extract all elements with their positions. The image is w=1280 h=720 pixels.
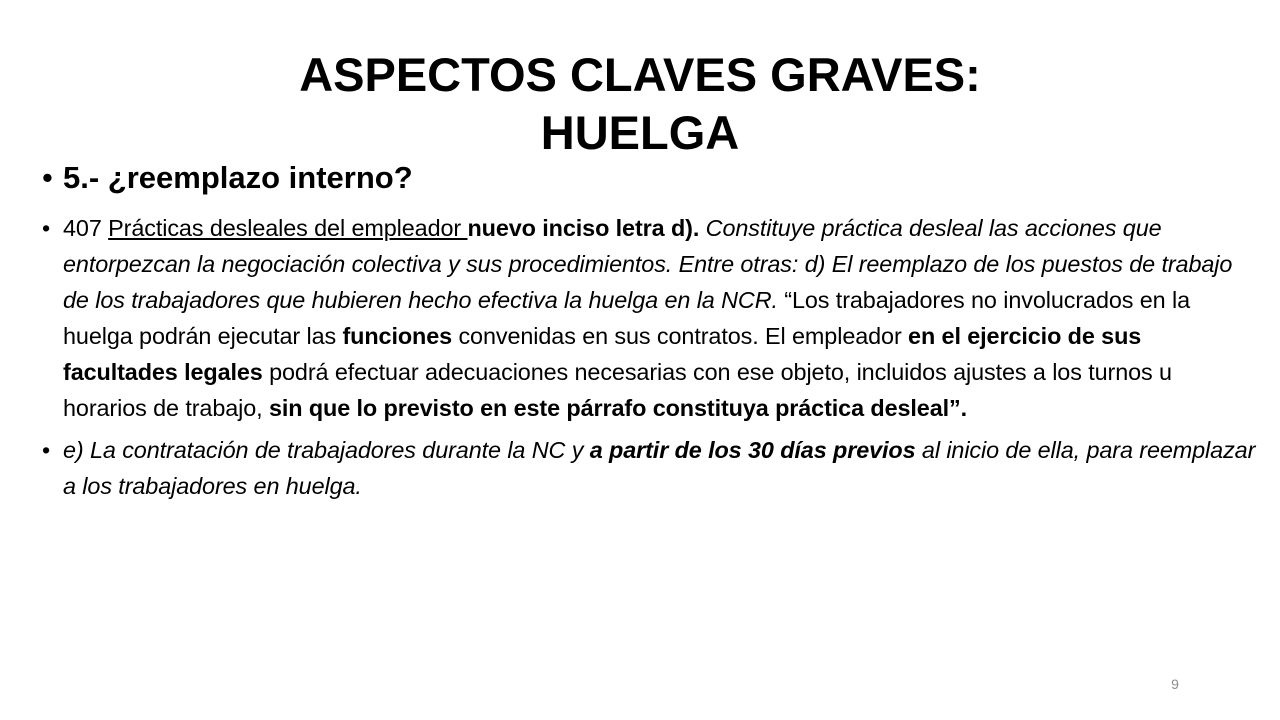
bullet-heading: [42, 156, 1257, 200]
slide-title: [0, 46, 1280, 162]
quote-text-2: convenidas en sus contratos. El empleador: [452, 323, 909, 349]
quote-text-3: podrá efectuar adecuaciones necesarias con ese objeto, incluidos ajustes a los turnos u horarios de trabajo,: [63, 359, 1172, 421]
bullet-list: [42, 156, 1257, 504]
page-number: 9: [1171, 676, 1179, 692]
clause-e-text-1: e) La contratación de trabajadores durante la NC y: [63, 437, 590, 463]
article-number: 407: [63, 215, 109, 241]
article-italic-text: Constituye práctica desleal las acciones que entorpezcan la negociación colectiva y sus procedimientos. Entre otras: d) El reemplazo de los puestos de trabajo de los trabajadores que hubieren hecho efectiva la huelga en la NCR.: [63, 215, 1233, 313]
clause-e-bold-text: a partir de los 30 días previos: [589, 437, 916, 463]
bullet-article-407: [42, 210, 1257, 426]
clause-e-text-2: al inicio de ella, para reemplazar a los trabajadores en huelga.: [63, 437, 1256, 499]
quote-text-1: “Los trabajadores no involucrados en la huelga podrán ejecutar las: [63, 287, 1190, 349]
slide-title-line-2: HUELGA: [540, 106, 740, 159]
bullet-dot: •: [42, 437, 51, 463]
bullet-dot: •: [42, 160, 53, 195]
heading-text: 5.- ¿reemplazo interno?: [63, 160, 413, 195]
bullet-clause-e: [42, 432, 1257, 504]
article-title: Prácticas desleales del empleador: [108, 215, 468, 241]
bold-facultades-legales: en el ejercicio de sus facultades legales: [63, 323, 1142, 385]
slide-title-line-1: ASPECTOS CLAVES GRAVES:: [299, 48, 981, 101]
new-clause-text: nuevo inciso letra d).: [467, 215, 700, 241]
bold-conclusion: sin que lo previsto en este párrafo constituya práctica desleal”.: [268, 395, 968, 421]
bullet-dot: •: [42, 215, 51, 241]
bold-funciones: funciones: [342, 323, 453, 349]
